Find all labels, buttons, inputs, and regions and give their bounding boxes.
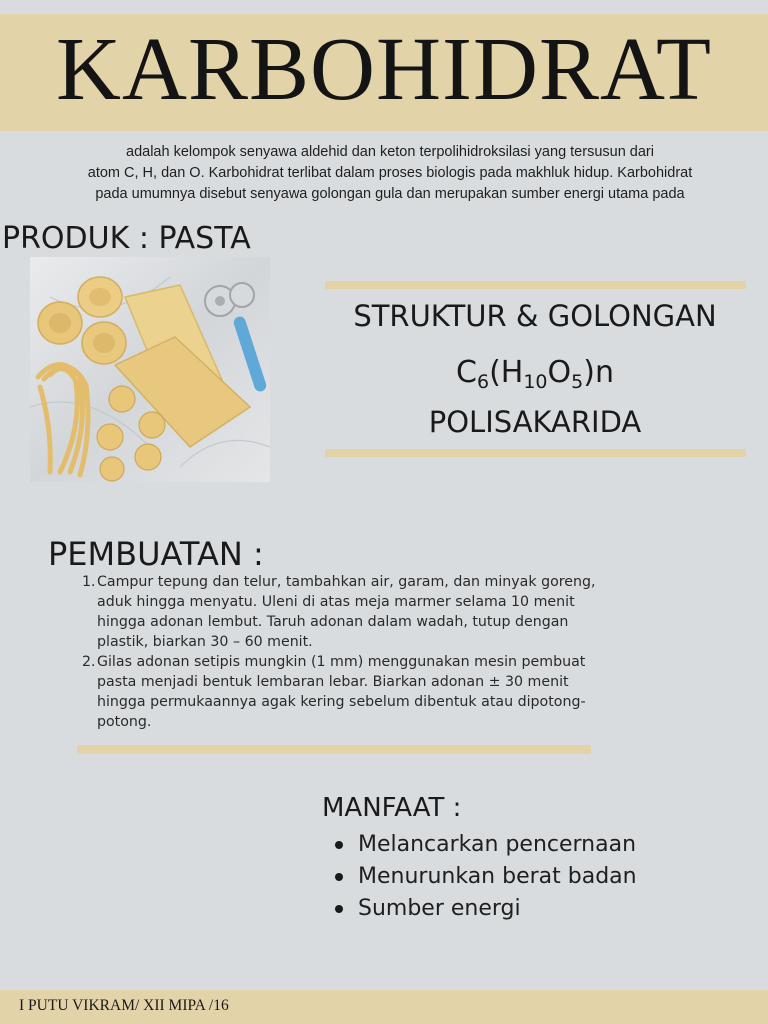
intro-paragraph [40,142,740,205]
formula-c: C [456,355,477,390]
formula-h: (H [489,355,524,390]
formula-h-sub: 10 [523,371,548,393]
intro-line: pada umumnya disebut senyawa golongan gula dan merupakan sumber energi utama pada [95,186,685,202]
struktur-bottom-rule [325,449,746,457]
step-text: Campur tepung dan telur, tambahkan air, garam, dan minyak goreng, aduk hingga menyatu. Uleni di atas meja marmer selama 10 menit hingga adonan lembut. Taruh adonan dalam wadah, tutup dengan plastik, biarkan 30 – 60 menit. [97,574,596,650]
intro-line: adalah kelompok senyawa aldehid dan keton terpolihidroksilasi yang tersusun dari [126,144,654,160]
pembuatan-rule [77,745,591,754]
pembuatan-heading: PEMBUATAN : [48,535,264,573]
formula-close: )n [583,355,614,390]
manfaat-list [335,829,637,925]
chemical-formula [325,352,745,403]
page-title: KARBOHIDRAT [55,20,713,119]
pasta-photo [30,257,270,482]
manfaat-heading: MANFAAT : [322,793,462,823]
benefit-item: Menurunkan berat badan [335,861,637,893]
produk-heading: PRODUK : PASTA [2,221,251,256]
formula-o-sub: 5 [571,371,584,393]
benefit-item: Sumber energi [335,893,637,925]
struktur-top-rule [325,281,746,289]
step-text: Gilas adonan setipis mungkin (1 mm) menggunakan mesin pembuat pasta menjadi bentuk lembaran lebar. Biarkan adonan ± 30 menit hingga permukaannya agak kering sebelum dibentuk atau dipotong-potong. [97,654,586,730]
formula-c-sub: 6 [476,371,490,393]
step-item [82,652,619,732]
benefit-item: Melancarkan pencernaan [335,829,637,861]
intro-line: atom C, H, dan O. Karbohidrat terlibat dalam proses biologis pada makhluk hidup. Karbohidrat [87,165,693,181]
footer-author: I PUTU VIKRAM/ XII MIPA /16 [19,997,229,1014]
step-number: 2. [82,654,96,670]
formula-o: O [547,355,572,390]
step-item [82,572,619,652]
struktur-heading: STRUKTUR & GOLONGAN [353,299,717,333]
golongan-label: POLISAKARIDA [428,405,642,439]
step-number: 1. [82,574,96,590]
pembuatan-steps [82,572,619,732]
